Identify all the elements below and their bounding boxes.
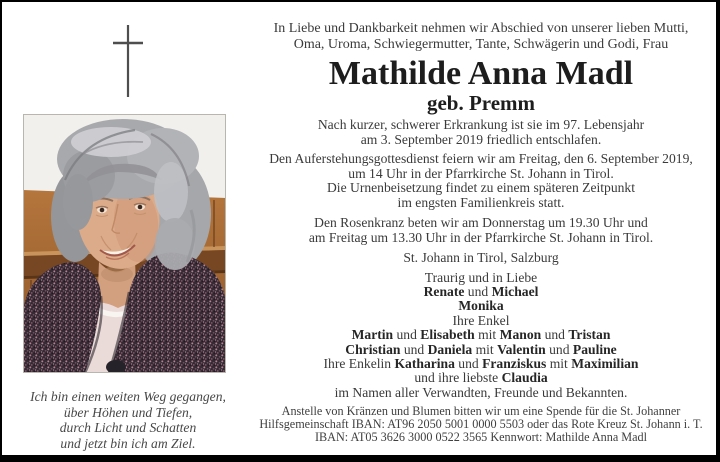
place-line: St. Johann in Tirol, Salzburg (403, 250, 559, 265)
portrait-photo (23, 114, 226, 373)
maiden-name: geb. Premm (426, 91, 536, 115)
announcement-text (248, 2, 714, 444)
mourners-list (248, 271, 714, 401)
deceased-name: Mathilde Anna Madl (328, 55, 634, 92)
memorial-quote: Ich bin einen weiten Weg gegangen, über Höhen und Tiefen, durch Licht und Schatten und jetzt bin ich am Ziel. (30, 389, 226, 451)
death-notice: Nach kurzer, schwerer Erkrankung ist sie im 97. Lebensjahr am 3. September 2019 friedlich entschlafen. (317, 117, 645, 147)
mourners-lines: Renate und Michael Monika Ihre Enkel Martin und Elisabeth mit Manon und Tristan Christian und Daniela mit Valentin und Pauline Ihre Enkelin Katharina und Franziskus mit Maximilian und ihre liebste Claudia im Namen aller Verwandten, Freunde und Bekannten. (323, 283, 639, 400)
latin-cross-icon (111, 23, 145, 99)
mourners-heading: Traurig und in Liebe (424, 269, 538, 285)
rosary-info: Den Rosenkranz beten wir am Donnerstag um 19.30 Uhr und am Freitag um 13.30 Uhr in der Pfarrkirche St. Johann in Tirol. (308, 215, 654, 245)
intro-text: In Liebe und Dankbarkeit nehmen wir Abschied von unserer lieben Mutti, Oma, Uroma, Schwiegermutter, Tante, Schwägerin und Godi, Frau (273, 21, 689, 52)
donation-info: Anstelle von Kränzen und Blumen bitten wir um eine Spende für die St. Johanner Hilfsgemeinschaft IBAN: AT96 2050 5001 0000 5503 oder das Rote Kreuz St. Johann i. T. IBAN: AT05 3626 3000 0522 3565 Kennwort: Mathilde Anna Madl (259, 404, 703, 445)
service-info: Den Auferstehungsgottesdienst feiern wir am Freitag, den 6. September 2019, um 14 Uhr in der Pfarrkirche St. Johann in Tirol. Die Urnenbeisetzung findet zu einem späteren Zeitpunkt im engsten Familienkreis statt. (269, 151, 693, 210)
